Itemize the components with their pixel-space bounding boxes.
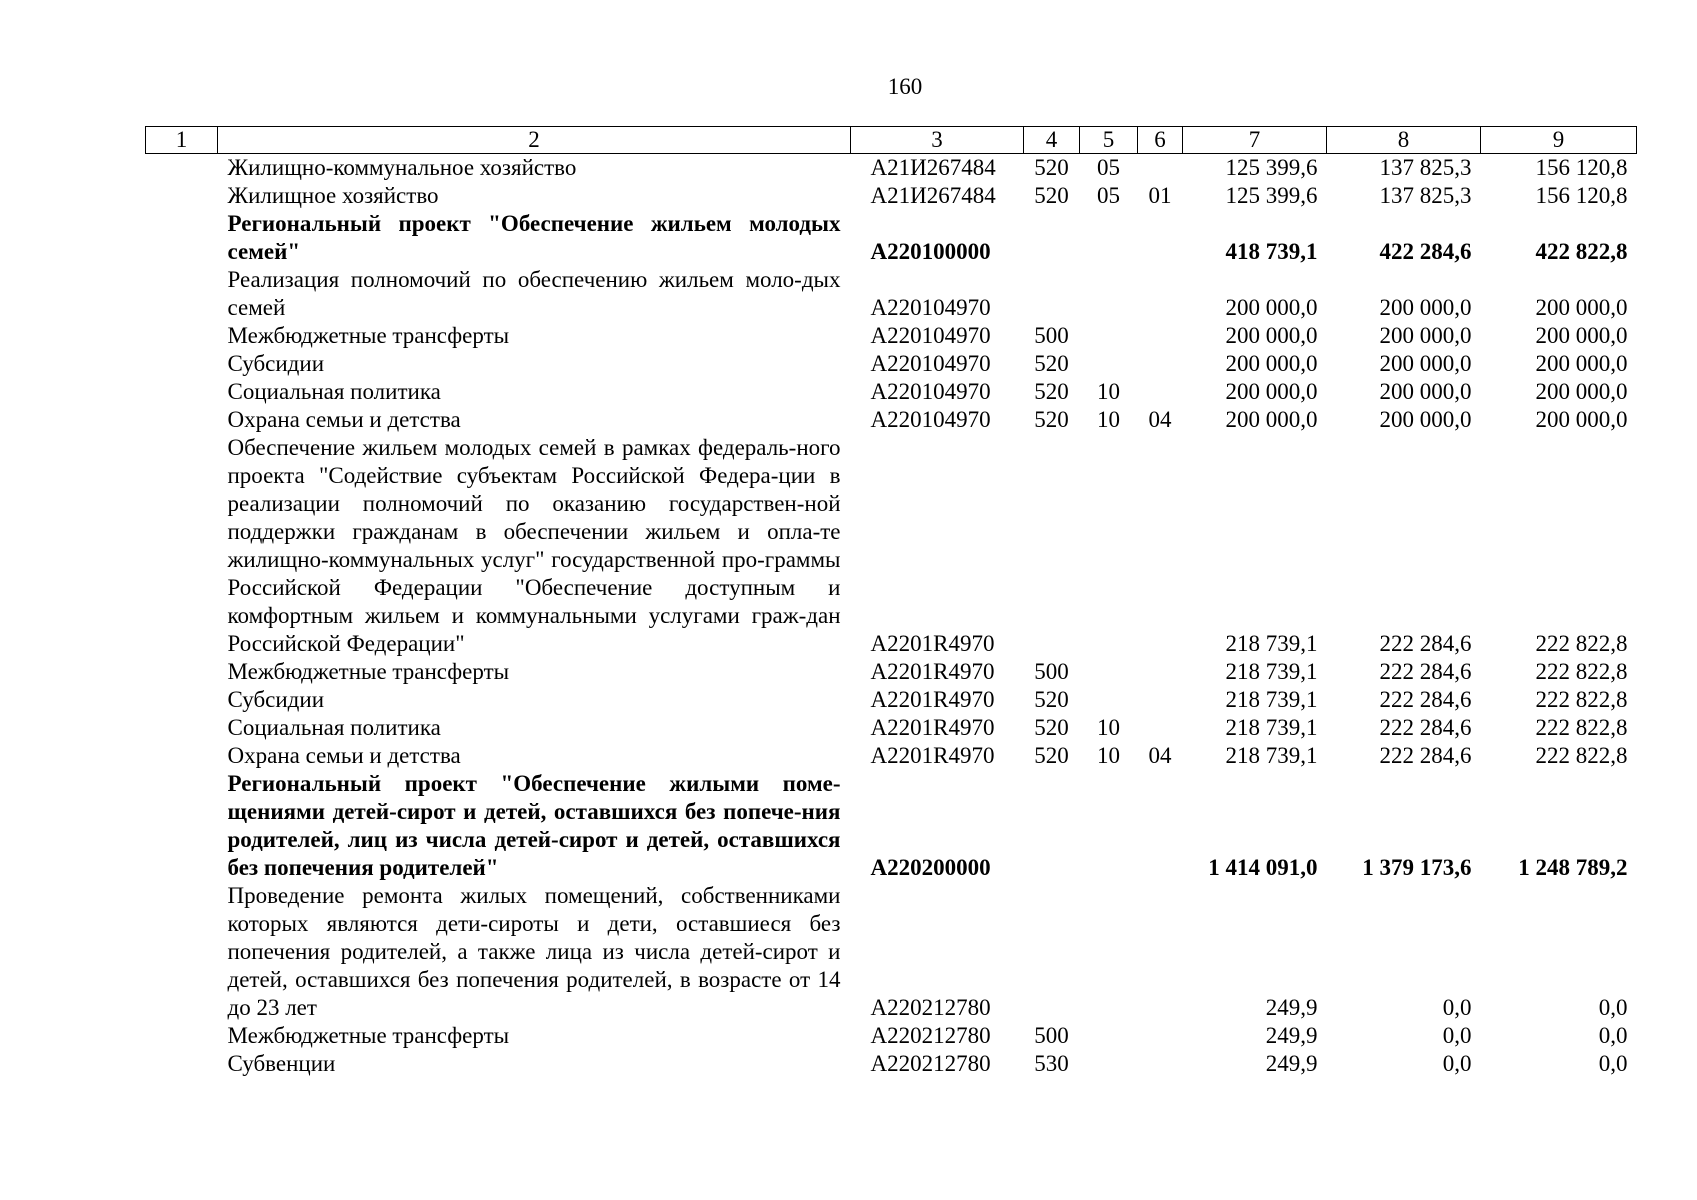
row-code: А220212780 [870,1051,991,1076]
row-value-7: 125 399,6 [1225,155,1318,180]
row-value-8: 422 284,6 [1379,239,1472,264]
row-col-4: 520 [1034,743,1069,768]
row-name: Обеспечение жильем молодых семей в рамках федераль-ного проекта "Содействие субъектам Российской Федера-ции в реализации полномочий по оказанию государствен-ной поддержки гражданам в обеспечении жильем и опла-те жилищно-коммунальных услуг" государственной про-граммы Российской Федерации "Обеспечение доступным и комфортным жильем и коммунальными услугами граж-дан Российской Федерации" [227,435,841,656]
row-name: Проведение ремонта жилых помещений, собственниками которых являются дети-сироты и дети, оставшиеся без попечения родителей, а также лица из числа детей-сирот и детей, оставшихся без попечения родителей, в возрасте от 14 до 23 лет [227,883,841,1020]
row-col-5 [1080,1022,1138,1050]
row-col-6 [1138,378,1183,406]
row-name: Охрана семьи и детства [227,743,461,768]
row-value-9: 200 000,0 [1535,407,1628,432]
row-value-9: 156 120,8 [1535,155,1628,180]
column-number-header [146,127,1637,154]
row-col-1 [146,1050,218,1078]
row-value-8: 1 379 173,6 [1362,855,1472,880]
table-row [146,686,1637,714]
row-col-6 [1138,322,1183,350]
row-name: Субсидии [227,351,325,376]
row-value-9: 422 822,8 [1535,239,1628,264]
row-code: А220104970 [870,351,991,376]
row-value-8: 200 000,0 [1379,323,1472,348]
row-value-9: 222 822,8 [1535,631,1628,656]
row-value-9: 200 000,0 [1535,323,1628,348]
row-code: А2201R4970 [870,631,995,656]
table-row [146,406,1637,434]
row-col-6 [1138,154,1183,183]
table-row [146,1050,1637,1078]
row-code: А21И267484 [870,183,996,208]
row-value-7: 218 739,1 [1225,743,1318,768]
table-body [146,154,1637,1079]
table-row [146,434,1637,658]
row-value-7: 418 739,1 [1225,239,1318,264]
row-col-4: 520 [1034,183,1069,208]
row-col-6 [1138,770,1183,882]
row-value-7: 125 399,6 [1225,183,1318,208]
row-col-6: 04 [1148,743,1172,768]
row-code: А220104970 [870,295,991,320]
row-value-7: 218 739,1 [1225,687,1318,712]
row-col-5: 10 [1097,407,1120,432]
row-col-6 [1138,434,1183,658]
row-value-8: 222 284,6 [1379,743,1472,768]
row-code: А2201R4970 [870,659,995,684]
table-row [146,1022,1637,1050]
row-col-6 [1138,266,1183,322]
row-col-6 [1138,882,1183,1022]
row-value-7: 200 000,0 [1225,379,1318,404]
row-value-9: 0,0 [1598,1051,1628,1076]
header-col-4: 4 [1024,127,1080,154]
row-col-5: 10 [1097,715,1120,740]
row-value-8: 222 284,6 [1379,687,1472,712]
row-value-9: 222 822,8 [1535,659,1628,684]
budget-table [145,126,1637,1078]
row-col-4: 500 [1034,659,1069,684]
row-col-1 [146,182,218,210]
row-col-6 [1138,714,1183,742]
row-col-4: 520 [1034,379,1069,404]
row-code: А220212780 [870,995,991,1020]
row-col-6 [1138,686,1183,714]
table-row [146,322,1637,350]
row-value-8: 222 284,6 [1379,631,1472,656]
header-col-8: 8 [1327,127,1481,154]
row-value-9: 222 822,8 [1535,743,1628,768]
row-col-5 [1080,266,1138,322]
row-code: А220104970 [870,379,991,404]
header-col-9: 9 [1481,127,1637,154]
row-value-9: 200 000,0 [1535,295,1628,320]
header-col-7: 7 [1183,127,1327,154]
row-name: Субвенции [227,1051,336,1076]
row-code: А220100000 [870,239,991,264]
row-col-4: 520 [1034,407,1069,432]
table-row [146,182,1637,210]
row-col-4 [1024,210,1080,266]
row-value-9: 200 000,0 [1535,351,1628,376]
row-col-1 [146,714,218,742]
row-value-8: 200 000,0 [1379,351,1472,376]
table-row [146,714,1637,742]
row-col-1 [146,266,218,322]
row-value-8: 137 825,3 [1379,183,1472,208]
row-name: Межбюджетные трансферты [227,1023,510,1048]
row-value-8: 0,0 [1442,1023,1472,1048]
row-value-8: 0,0 [1442,995,1472,1020]
row-col-1 [146,210,218,266]
row-value-8: 137 825,3 [1379,155,1472,180]
row-col-5 [1080,686,1138,714]
table-row [146,882,1637,1022]
row-name: Субсидии [227,687,325,712]
row-col-5 [1080,210,1138,266]
row-col-1 [146,770,218,882]
table-row [146,154,1637,183]
row-col-4 [1024,434,1080,658]
row-col-1 [146,378,218,406]
row-name: Социальная политика [227,379,441,404]
row-value-9: 0,0 [1598,1023,1628,1048]
row-col-4: 530 [1034,1051,1069,1076]
row-value-9: 222 822,8 [1535,715,1628,740]
row-code: А220104970 [870,323,991,348]
row-col-6 [1138,350,1183,378]
row-col-6 [1138,210,1183,266]
row-col-1 [146,742,218,770]
header-col-2: 2 [218,127,851,154]
row-value-8: 0,0 [1442,1051,1472,1076]
table-row [146,378,1637,406]
row-col-4 [1024,882,1080,1022]
row-value-9: 222 822,8 [1535,687,1628,712]
row-col-4: 520 [1034,687,1069,712]
row-col-5 [1080,882,1138,1022]
table-row [146,742,1637,770]
row-col-5 [1080,322,1138,350]
row-name: Реализация полномочий по обеспечению жильем моло-дых семей [227,267,841,320]
table-row [146,658,1637,686]
row-value-8: 200 000,0 [1379,379,1472,404]
row-col-4: 520 [1034,155,1069,180]
row-value-7: 200 000,0 [1225,407,1318,432]
row-code: А2201R4970 [870,743,995,768]
row-code: А2201R4970 [870,687,995,712]
row-value-7: 200 000,0 [1225,351,1318,376]
row-name: Региональный проект "Обеспечение жилыми поме-щениями детей-сирот и детей, оставшихся без попече-ния родителей, лиц из числа детей-сирот и детей, оставшихся без попечения родителей" [227,771,841,880]
row-col-5 [1080,1050,1138,1078]
row-value-7: 200 000,0 [1225,323,1318,348]
row-value-7: 218 739,1 [1225,715,1318,740]
row-col-1 [146,686,218,714]
row-value-7: 218 739,1 [1225,631,1318,656]
row-name: Межбюджетные трансферты [227,323,510,348]
row-value-7: 200 000,0 [1225,295,1318,320]
row-value-7: 218 739,1 [1225,659,1318,684]
page-number: 160 [887,74,923,99]
row-col-5 [1080,770,1138,882]
row-col-6: 04 [1148,407,1172,432]
row-code: А220212780 [870,1023,991,1048]
table-row [146,770,1637,882]
row-col-6: 01 [1148,183,1172,208]
row-col-5 [1080,658,1138,686]
row-col-4: 520 [1034,715,1069,740]
row-name: Жилищное хозяйство [227,183,439,208]
row-col-1 [146,882,218,1022]
row-value-7: 1 414 091,0 [1208,855,1318,880]
row-col-1 [146,154,218,183]
table-row [146,350,1637,378]
row-col-1 [146,406,218,434]
row-name: Жилищно-коммунальное хозяйство [227,155,577,180]
header-col-6: 6 [1138,127,1183,154]
row-col-4 [1024,266,1080,322]
row-col-4: 520 [1034,351,1069,376]
row-value-7: 249,9 [1265,995,1318,1020]
row-col-6 [1138,1022,1183,1050]
row-code: А2201R4970 [870,715,995,740]
row-name: Региональный проект "Обеспечение жильем молодых семей" [227,211,841,264]
header-col-1: 1 [146,127,218,154]
table-row [146,210,1637,266]
header-col-3: 3 [851,127,1024,154]
row-col-5: 10 [1097,379,1120,404]
row-value-9: 200 000,0 [1535,379,1628,404]
row-col-5 [1080,434,1138,658]
row-value-7: 249,9 [1265,1051,1318,1076]
row-col-1 [146,658,218,686]
row-value-9: 1 248 789,2 [1518,855,1628,880]
row-col-1 [146,1022,218,1050]
row-col-1 [146,322,218,350]
row-value-8: 222 284,6 [1379,659,1472,684]
row-col-5: 05 [1097,183,1120,208]
row-value-9: 156 120,8 [1535,183,1628,208]
row-col-4: 500 [1034,323,1069,348]
row-col-5: 10 [1097,743,1120,768]
row-col-4: 500 [1034,1023,1069,1048]
table-row [146,266,1637,322]
row-code: А21И267484 [870,155,996,180]
row-col-1 [146,350,218,378]
row-col-1 [146,434,218,658]
row-value-9: 0,0 [1598,995,1628,1020]
row-value-8: 200 000,0 [1379,407,1472,432]
row-code: А220200000 [870,855,991,880]
row-name: Социальная политика [227,715,441,740]
row-name: Охрана семьи и детства [227,407,461,432]
row-col-6 [1138,658,1183,686]
row-col-4 [1024,770,1080,882]
row-col-5 [1080,350,1138,378]
row-code: А220104970 [870,407,991,432]
row-name: Межбюджетные трансферты [227,659,510,684]
row-value-8: 200 000,0 [1379,295,1472,320]
row-col-6 [1138,1050,1183,1078]
row-value-8: 222 284,6 [1379,715,1472,740]
header-col-5: 5 [1080,127,1138,154]
row-value-7: 249,9 [1265,1023,1318,1048]
row-col-5: 05 [1097,155,1120,180]
